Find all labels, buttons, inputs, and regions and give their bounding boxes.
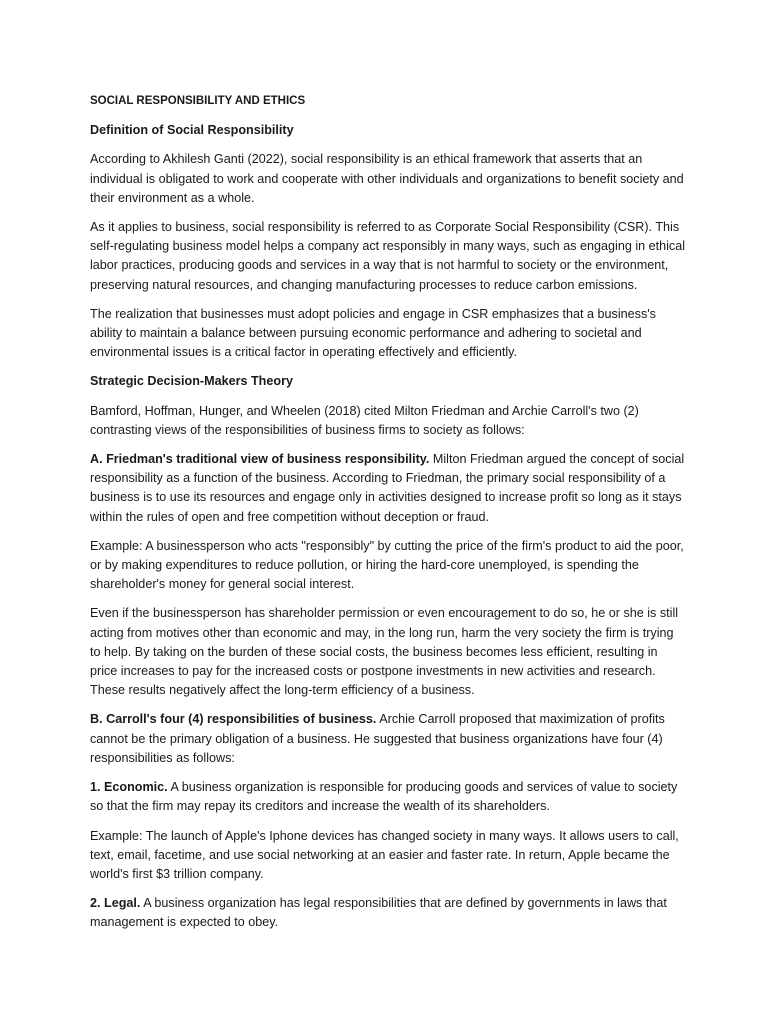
legal-text: A business organization has legal responsibilities that are defined by governments in laws that management is expected to obey.	[90, 896, 667, 930]
economic-text: A business organization is responsible for producing goods and services of value to society so that the firm may repay its creditors and increase the wealth of its shareholders.	[90, 780, 678, 814]
heading-definition: Definition of Social Responsibility	[90, 123, 294, 138]
paragraph-social-costs: Even if the businessperson has shareholder permission or even encouragement to do so, he or she is still acting from motives other than economic and may, in the long run, harm the very society the firm is trying to help. By taking on the burden of these social costs, the business becomes less efficient, resulting in price increases to pay for the increased costs or postpone investments in new activities and research. These results negatively affect the long-term efficiency of a business.	[90, 606, 679, 698]
paragraph-example-apple: Example: The launch of Apple's Iphone devices has changed society in many ways. It allows users to call, text, email, facetime, and use social networking at an easier and faster rate. In return, Apple became the world's first $3 trillion company.	[90, 828, 679, 881]
paragraph-csr: As it applies to business, social responsibility is referred to as Corporate Social Responsibility (CSR). This self-regulating business model helps a company act responsibly in many ways, such as engaging in ethical labor practices, producing goods and services in a way that is not harmful to society or the environment, preserving natural resources, and changing manufacturing processes to reduce carbon emissions.	[90, 220, 686, 292]
document-body	[90, 92, 686, 943]
paragraph-legal	[90, 894, 686, 932]
legal-lead: 2. Legal.	[90, 896, 141, 911]
paragraph-views-intro: Bamford, Hoffman, Hunger, and Wheelen (2018) cited Milton Friedman and Archie Carroll's two (2) contrasting views of the responsibilities of business firms to society as follows:	[90, 403, 639, 437]
paragraph-carroll	[90, 710, 686, 768]
paragraph-economic	[90, 778, 686, 816]
paragraph-realization: The realization that businesses must adopt policies and engage in CSR emphasizes that a business's ability to maintain a balance between pursuing economic performance and adhering to societal and environmental issues is a critical factor in operating effectively and efficiently.	[90, 306, 656, 360]
friedman-lead: A. Friedman's traditional view of business responsibility.	[90, 452, 430, 467]
paragraph-friedman	[90, 450, 686, 527]
carroll-lead: B. Carroll's four (4) responsibilities of business.	[90, 712, 377, 727]
carroll-text: Archie Carroll proposed that maximization of profits cannot be the primary obligation of a business. He suggested that business organizations have four (4) responsibilities as follows:	[90, 712, 665, 765]
document-title: SOCIAL RESPONSIBILITY AND ETHICS	[90, 95, 306, 107]
friedman-text: Milton Friedman argued the concept of social responsibility as a function of the business. According to Friedman, the primary social responsibility of a business is to use its resources and engage only in activities designed to increase profit so long as it stays within the rules of open and free competition without deception or fraud.	[90, 452, 685, 524]
heading-theory: Strategic Decision-Makers Theory	[90, 374, 293, 389]
economic-lead: 1. Economic.	[90, 780, 168, 795]
paragraph-definition: According to Akhilesh Ganti (2022), social responsibility is an ethical framework that asserts that an individual is obligated to work and cooperate with other individuals and organizations to benefit society and their environment as a whole.	[90, 152, 684, 205]
paragraph-example-friedman: Example: A businessperson who acts "responsibly" by cutting the price of the firm's product to aid the poor, or by making expenditures to reduce pollution, or hiring the hard-core unemployed, is spending the shareholder's money for general social interest.	[90, 538, 684, 592]
